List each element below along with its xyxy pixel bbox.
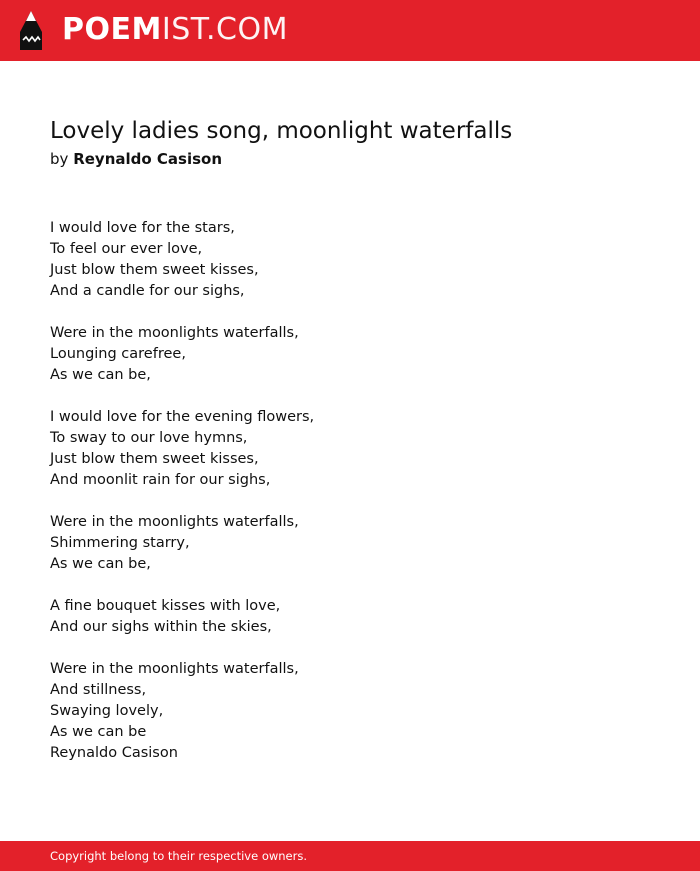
author-name[interactable]: Reynaldo Casison	[73, 150, 223, 168]
stanza-gap	[50, 386, 650, 407]
poem-stanza	[50, 659, 650, 764]
poem-line: As we can be	[50, 724, 147, 740]
poem-line: To feel our ever love,	[50, 241, 203, 257]
poem-line: I would love for the evening flowers,	[50, 409, 315, 425]
poem-title: Lovely ladies song, moonlight waterfalls	[50, 118, 513, 144]
stanza-gap	[50, 302, 650, 323]
poem-stanza	[50, 512, 650, 575]
poem-line: Shimmering starry,	[50, 535, 190, 551]
poem-stanza	[50, 323, 650, 386]
poem-stanza	[50, 218, 650, 302]
poem-line: And our sighs within the skies,	[50, 619, 272, 635]
poem-line: Were in the moonlights waterfalls,	[50, 514, 299, 530]
pencil-tip-icon[interactable]	[18, 10, 44, 52]
logo-bold-text: POEM	[62, 12, 162, 47]
poem-line: Reynaldo Casison	[50, 745, 178, 761]
poem-line: Just blow them sweet kisses,	[50, 262, 259, 278]
poem-line: Swaying lovely,	[50, 703, 164, 719]
poem-line: Were in the moonlights waterfalls,	[50, 325, 299, 341]
stanza-gap	[50, 575, 650, 596]
poem-line: And a candle for our sighs,	[50, 283, 245, 299]
logo-light-text: IST.COM	[161, 12, 288, 47]
by-label: by	[50, 150, 69, 168]
poem-line: To sway to our love hymns,	[50, 430, 248, 446]
poem-line: Lounging carefree,	[50, 346, 186, 362]
poem-line: Were in the moonlights waterfalls,	[50, 661, 299, 677]
poem-line: As we can be,	[50, 367, 151, 383]
byline	[50, 148, 222, 170]
stanza-gap	[50, 638, 650, 659]
poem-line: As we can be,	[50, 556, 151, 572]
site-footer	[0, 841, 700, 871]
poem-stanza	[50, 407, 650, 491]
poem-line: Just blow them sweet kisses,	[50, 451, 259, 467]
site-header	[0, 0, 700, 61]
poem-stanza	[50, 596, 650, 638]
poem-line: And stillness,	[50, 682, 147, 698]
copyright-text: Copyright belong to their respective owners.	[50, 849, 308, 863]
poem-body	[50, 218, 650, 764]
poem-line: I would love for the stars,	[50, 220, 235, 236]
stanza-gap	[50, 491, 650, 512]
poem-line: And moonlit rain for our sighs,	[50, 472, 271, 488]
site-logo[interactable]	[62, 12, 288, 48]
poem-line: A fine bouquet kisses with love,	[50, 598, 281, 614]
